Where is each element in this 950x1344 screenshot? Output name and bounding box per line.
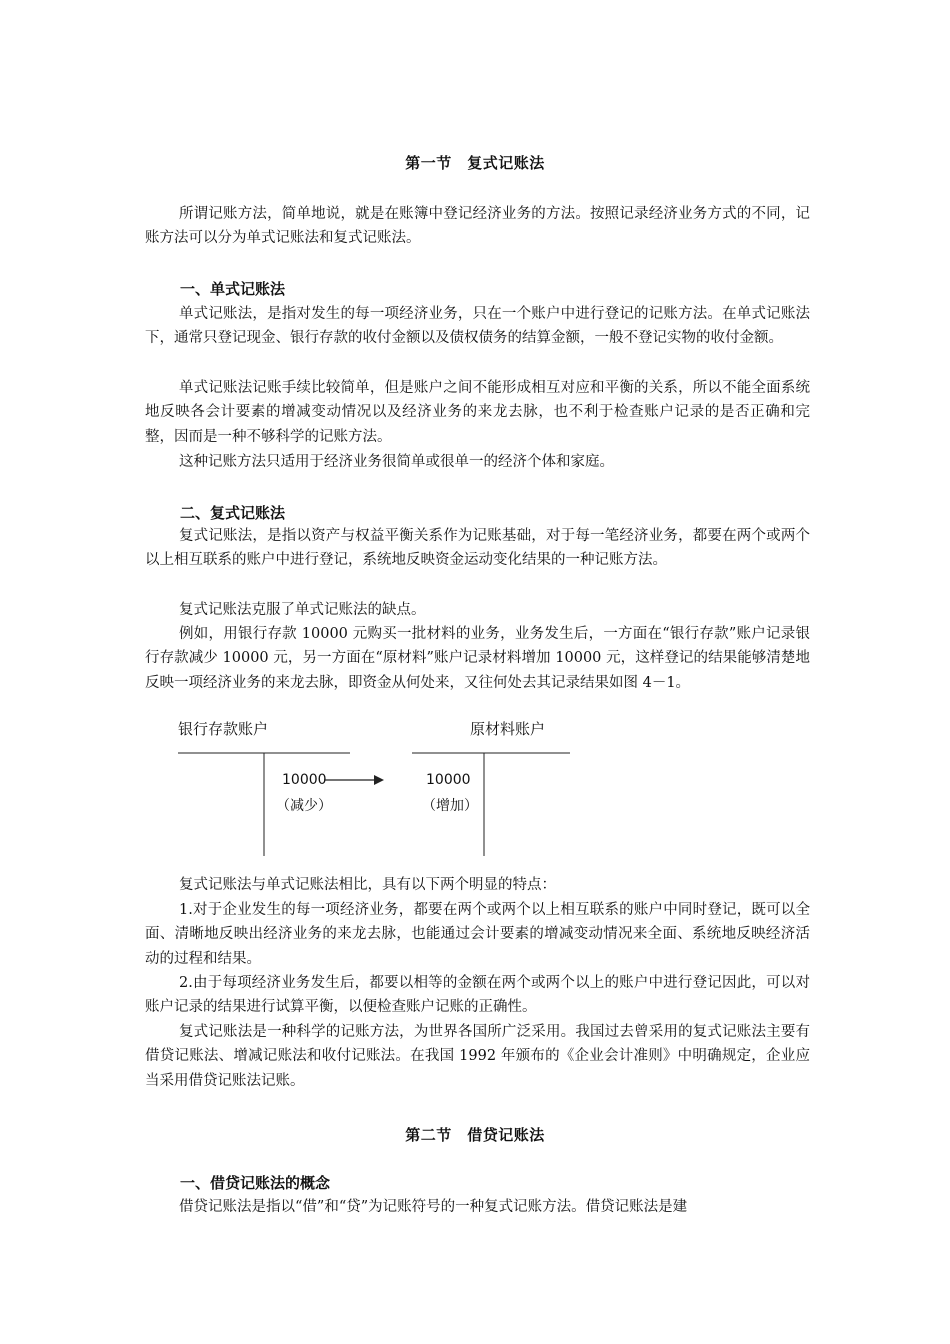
- single-entry-paragraph-2: 单式记账法记账手续比较简单，但是账户之间不能形成相互对应和平衡的关系，所以不能全面系统地反映各会计要素的增减变动情况以及经济业务的来龙去脉，也不利于检查账户记录的是否正确和完整，因而是一种不够科学的记账方法。: [145, 380, 810, 445]
- single-entry-paragraph-1: 单式记账法，是指对发生的每一项经济业务，只在一个账户中进行登记的记账方法。在单式记账法下，通常只登记现金、银行存款的收付金额以及债权债务的结算金额，一般不登记实物的收付金额。: [145, 306, 810, 347]
- features-intro: 复式记账法与单式记账法相比，具有以下两个明显的特点：: [179, 877, 556, 893]
- single-entry-heading: 一、单式记账法: [180, 280, 286, 298]
- bank-deposit-account-label: 银行存款账户: [178, 720, 269, 738]
- raw-material-account-label: 原材料账户: [470, 720, 546, 738]
- single-entry-paragraph-3: 这种记账方法只适用于经济业务很简单或很单一的经济个体和家庭。: [179, 454, 614, 470]
- feature-1: 1.对于企业发生的每一项经济业务，都要在两个或两个以上相互联系的账户中同时登记，既可以全面、清晰地反映出经济业务的来龙去脉，也能通过会计要素的增减变动情况来全面、系统地反映经济活动的过程和结果。: [145, 902, 810, 967]
- t-account-diagram: [160, 716, 600, 866]
- feature-2: 2.由于每项经济业务发生后，都要以相等的金额在两个或两个以上的账户中进行登记因此，可以对账户记录的结果进行试算平衡，以便检查账户记账的正确性。: [145, 975, 810, 1016]
- transfer-arrow-head-icon: [374, 775, 384, 785]
- section-2-title: 第二节 借贷记账法: [405, 1126, 545, 1144]
- left-account-note: （减少）: [276, 798, 332, 814]
- debit-credit-concept-heading: 一、借贷记账法的概念: [180, 1174, 331, 1192]
- right-account-amount: 10000: [426, 772, 471, 788]
- left-account-amount: 10000: [282, 772, 327, 788]
- right-account-note: （增加）: [422, 798, 478, 814]
- double-entry-paragraph-2: 复式记账法克服了单式记账法的缺点。: [179, 602, 426, 618]
- section-1-title: 第一节 复式记账法: [405, 154, 545, 172]
- double-entry-conclusion: 复式记账法是一种科学的记账方法，为世界各国所广泛采用。我国过去曾采用的复式记账法主要有借贷记账法、增减记账法和收付记账法。在我国 1992 年颁布的《企业会计准则》中明确规定，企业应当采用借贷记账法记账。: [145, 1024, 810, 1089]
- double-entry-paragraph-1: 复式记账法，是指以资产与权益平衡关系作为记账基础，对于每一笔经济业务，都要在两个或两个以上相互联系的账户中进行登记，系统地反映资金运动变化结果的一种记账方法。: [145, 528, 810, 569]
- section-1-intro: 所谓记账方法，简单地说，就是在账簿中登记经济业务的方法。按照记录经济业务方式的不同，记账方法可以分为单式记账法和复式记账法。: [145, 206, 810, 247]
- debit-credit-concept-paragraph: 借贷记账法是指以“借”和“贷”为记账符号的一种复式记账方法。借贷记账法是建: [179, 1199, 688, 1215]
- double-entry-paragraph-3: 例如，用银行存款 10000 元购买一批材料的业务，业务发生后，一方面在“银行存款”账户记录银行存款减少 10000 元，另一方面在“原材料”账户记录材料增加 10000 元，这样登记的结果能够清楚地反映一项经济业务的来龙去脉，即资金从何处来，又往何处去其记录结果如图 4－1。: [145, 626, 810, 691]
- double-entry-heading: 二、复式记账法: [180, 504, 286, 522]
